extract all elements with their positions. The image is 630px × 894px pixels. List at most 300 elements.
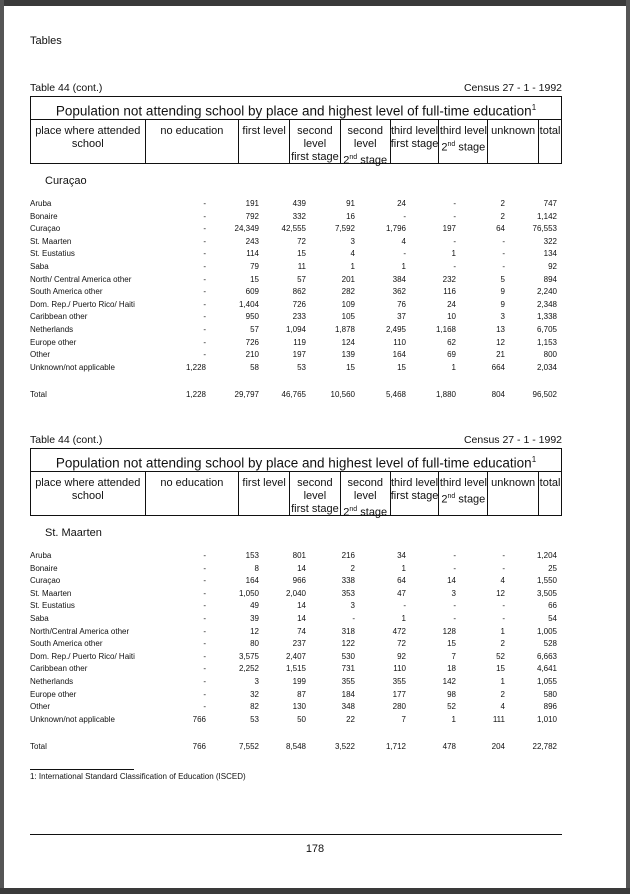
cell-value: 199 (292, 676, 306, 686)
row-label: Unknown/not applicable (30, 714, 115, 724)
total-value: 29,797 (234, 390, 259, 399)
column-header-line: first stage (390, 490, 439, 502)
cell-value: 2 (350, 563, 355, 573)
table-row (30, 312, 562, 325)
row-label: North/Central America other (30, 626, 130, 636)
column-header-line: level (303, 138, 327, 150)
cell-value: 1,050 (238, 588, 259, 598)
cell-value: 2,348 (536, 299, 557, 309)
column-header-line: level (353, 138, 377, 150)
cell-value: 1 (451, 249, 456, 259)
cell-value: - (453, 199, 456, 208)
column-header-line: third level (391, 125, 439, 137)
cell-value: 384 (392, 274, 406, 284)
cell-value: 232 (442, 274, 456, 284)
cell-value: 282 (341, 287, 355, 297)
row-label: Other (30, 702, 51, 712)
cell-value: - (502, 551, 505, 560)
total-value: 766 (192, 742, 206, 751)
cell-value: - (203, 324, 206, 334)
column-header-line: total (539, 125, 561, 137)
cell-value: 130 (292, 702, 306, 712)
footnote: 1: International Standard Classification of Education (ISCED) (30, 772, 246, 781)
cell-value: 72 (397, 639, 406, 649)
footnote-marker: 1 (531, 103, 537, 112)
cell-value: 1,204 (536, 551, 557, 560)
cell-value: - (203, 350, 206, 360)
cell-value: 57 (250, 324, 259, 334)
cell-value: - (203, 287, 206, 297)
table-row (30, 237, 562, 250)
cell-value: - (502, 261, 505, 271)
table-row (30, 627, 562, 640)
cell-value: 1,153 (536, 337, 557, 347)
row-label: Unknown/not applicable (30, 362, 115, 372)
cell-value: 50 (297, 714, 306, 724)
column-header-line: third level (439, 125, 487, 137)
table-title (31, 97, 561, 120)
cell-value: 24 (447, 299, 456, 309)
cell-value: 362 (392, 287, 406, 297)
total-value: 204 (491, 742, 505, 751)
cell-value: 2 (500, 199, 505, 208)
cell-value: 69 (447, 350, 456, 360)
column-header-line: school (71, 138, 104, 150)
cell-value: - (502, 563, 505, 573)
row-label: St. Maarten (30, 588, 72, 598)
table-caption: Table 44 (cont.) (30, 434, 103, 446)
cell-value: 1,338 (536, 312, 557, 322)
cell-value: 4 (500, 702, 505, 712)
table-row (30, 275, 562, 288)
cell-value: 164 (245, 576, 259, 586)
row-label: Netherlands (30, 324, 74, 334)
cell-value: 52 (447, 702, 456, 712)
cell-value: 80 (250, 639, 259, 649)
column-header-line: third level (439, 477, 487, 489)
column-header (488, 120, 539, 163)
total-value: 1,228 (185, 390, 206, 399)
cell-value: 1 (401, 613, 406, 623)
cell-value: 197 (292, 350, 306, 360)
cell-value: 15 (447, 639, 456, 649)
cell-value: 1,142 (536, 211, 557, 221)
table-caption: Table 44 (cont.) (30, 82, 103, 94)
table-row (30, 677, 562, 690)
cell-value: 119 (293, 337, 306, 347)
cell-value: 1 (451, 714, 456, 724)
row-label: Aruba (30, 551, 52, 560)
cell-value: 472 (392, 626, 406, 636)
cell-value: 9 (500, 299, 505, 309)
cell-value: 1,878 (334, 324, 355, 334)
cell-value: - (203, 199, 206, 208)
cell-value: 726 (245, 337, 259, 347)
cell-value: - (453, 601, 456, 611)
column-header (31, 472, 146, 515)
column-header-line: second (347, 477, 383, 489)
column-header (239, 472, 290, 515)
row-label: South America other (30, 639, 103, 649)
cell-value: 184 (341, 689, 355, 699)
ordinal-number: 2 (441, 493, 448, 506)
cell-value: 24 (397, 199, 406, 208)
cell-value: - (203, 236, 206, 246)
cell-value: 338 (341, 576, 355, 586)
row-label: Europe other (30, 689, 77, 699)
cell-value: 49 (250, 601, 259, 611)
table-row (30, 614, 562, 627)
bottom-rule (30, 834, 562, 835)
column-header (439, 472, 488, 515)
cell-value: 39 (250, 613, 259, 623)
cell-value: 530 (341, 651, 355, 661)
cell-value: 37 (397, 312, 406, 322)
cell-value: 1,055 (536, 676, 557, 686)
table-row (30, 652, 562, 665)
cell-value: 191 (245, 199, 259, 208)
cell-value: 12 (250, 626, 259, 636)
row-label: Netherlands (30, 676, 74, 686)
cell-value: 800 (543, 350, 557, 360)
total-value: 7,552 (238, 742, 259, 751)
cell-value: 22 (346, 714, 355, 724)
ordinal-rest: stage (357, 154, 388, 167)
cell-value: 177 (392, 689, 406, 699)
cell-value: 1 (500, 626, 505, 636)
cell-value: - (203, 664, 206, 674)
column-header-line: total (539, 477, 561, 489)
cell-value: 355 (392, 676, 406, 686)
cell-value: 894 (543, 274, 557, 284)
cell-value: 2,034 (536, 362, 557, 372)
cell-value: 54 (548, 613, 557, 623)
cell-value: 25 (548, 563, 557, 573)
cell-value: 16 (346, 211, 355, 221)
column-header-ordinal (341, 151, 390, 168)
ordinal-rest: stage (357, 506, 388, 519)
column-header (146, 472, 240, 515)
cell-value: 1 (401, 563, 406, 573)
cell-value: 355 (341, 676, 355, 686)
cell-value: - (203, 261, 206, 271)
cell-value: 237 (292, 639, 306, 649)
row-label: Dom. Rep./ Puerto Rico/ Haiti (30, 651, 135, 661)
cell-value: 114 (246, 249, 259, 259)
cell-value: - (203, 249, 206, 259)
region-heading: Curaçao (45, 175, 87, 187)
cell-value: 2,240 (536, 287, 557, 297)
column-header (290, 120, 341, 163)
cell-value: 3 (451, 588, 456, 598)
ordinal-number: 2 (343, 506, 350, 519)
cell-value: 439 (292, 199, 306, 208)
cell-value: 139 (341, 350, 355, 360)
column-header (146, 120, 240, 163)
cell-value: 201 (341, 274, 355, 284)
cell-value: 62 (447, 337, 456, 347)
cell-value: - (203, 299, 206, 309)
cell-value: 14 (297, 613, 306, 623)
region-heading: St. Maarten (45, 527, 102, 539)
cell-value: - (453, 236, 456, 246)
column-header-line: level (303, 490, 327, 502)
table-row (30, 325, 562, 338)
cell-value: - (203, 337, 206, 347)
column-header-line: second (297, 477, 333, 489)
table-title-text: Population not attending school by place and highest level of full-time education (55, 455, 532, 471)
cell-value: 766 (192, 714, 206, 724)
cell-value: 1,550 (536, 576, 557, 586)
cell-value: 124 (341, 337, 355, 347)
cell-value: - (453, 563, 456, 573)
cell-value: 318 (341, 626, 355, 636)
cell-value: 6,705 (536, 324, 557, 334)
total-row (30, 742, 562, 754)
cell-value: 726 (292, 299, 306, 309)
ordinal-number: 2 (441, 141, 448, 154)
cell-value: 34 (397, 551, 406, 560)
cell-value: 3 (254, 676, 259, 686)
row-label: Dom. Rep./ Puerto Rico/ Haiti (30, 299, 135, 309)
cell-value: 243 (245, 236, 259, 246)
row-label: Aruba (30, 199, 52, 208)
cell-value: 11 (297, 261, 306, 271)
cell-value: - (502, 249, 505, 259)
cell-value: 2,495 (385, 324, 406, 334)
footnote-rule (30, 769, 134, 770)
cell-value: - (453, 261, 456, 271)
cell-value: 53 (250, 714, 259, 724)
column-header-line: second (347, 125, 383, 137)
cell-value: 7 (401, 714, 406, 724)
cell-value: - (502, 601, 505, 611)
cell-value: 128 (442, 626, 456, 636)
table-row (30, 639, 562, 652)
cell-value: 82 (250, 702, 259, 712)
column-header-line: second (297, 125, 333, 137)
cell-value: 1 (401, 261, 406, 271)
cell-value: 14 (447, 576, 456, 586)
row-label: St. Eustatius (30, 601, 75, 611)
cell-value: 792 (245, 211, 259, 221)
row-label: St. Maarten (30, 236, 72, 246)
cell-value: 1,005 (536, 626, 557, 636)
cell-value: 66 (548, 601, 557, 611)
cell-value: 2,252 (238, 664, 259, 674)
cell-value: - (453, 613, 456, 623)
cell-value: 966 (292, 576, 306, 586)
column-header (341, 120, 391, 167)
cell-value: 21 (496, 350, 505, 360)
page-number: 178 (305, 843, 325, 855)
cell-value: - (203, 689, 206, 699)
total-value: 1,880 (435, 390, 456, 399)
table-row (30, 249, 562, 262)
column-header-ordinal (341, 503, 390, 520)
cell-value: 7,592 (334, 224, 355, 234)
cell-value: 142 (442, 676, 456, 686)
cell-value: 664 (491, 362, 505, 372)
cell-value: - (403, 249, 406, 259)
column-header-line: first level (242, 125, 286, 137)
cell-value: 15 (250, 274, 259, 284)
cell-value: - (203, 274, 206, 284)
cell-value: 5 (500, 274, 505, 284)
cell-value: 1 (500, 676, 505, 686)
row-label: Caribbean other (30, 664, 88, 674)
cell-value: - (352, 613, 355, 623)
ordinal-rest: stage (455, 141, 486, 154)
total-value: 46,765 (281, 390, 306, 399)
cell-value: 32 (250, 689, 259, 699)
cell-value: 1,168 (435, 324, 456, 334)
cell-value: 14 (297, 601, 306, 611)
cell-value: 92 (548, 261, 557, 271)
caption-row (30, 82, 562, 96)
column-header (239, 120, 290, 163)
cell-value: 105 (341, 312, 355, 322)
row-label: Caribbean other (30, 312, 88, 322)
column-header (31, 120, 146, 163)
scan-border-bottom (0, 888, 630, 894)
scan-border-left (0, 0, 4, 894)
caption-row (30, 434, 562, 448)
cell-value: 164 (392, 350, 406, 360)
table-header (30, 96, 562, 167)
column-header-line: first stage (390, 138, 439, 150)
cell-value: 1,404 (238, 299, 259, 309)
cell-value: 1,228 (185, 362, 206, 372)
table-row (30, 224, 562, 237)
cell-value: - (203, 551, 206, 560)
column-header (341, 472, 391, 519)
cell-value: - (403, 601, 406, 611)
row-label: St. Eustatius (30, 249, 75, 259)
total-label: Total (30, 742, 47, 751)
cell-value: 197 (442, 224, 456, 234)
column-header-line: first stage (291, 503, 339, 515)
cell-value: 14 (297, 563, 306, 573)
cell-value: 8 (254, 563, 259, 573)
cell-value: 57 (297, 274, 306, 284)
cell-value: 580 (543, 689, 557, 699)
cell-value: 731 (341, 664, 355, 674)
cell-value: 353 (341, 588, 355, 598)
table-header-block (30, 82, 562, 167)
cell-value: 76,553 (532, 224, 557, 234)
cell-value: - (502, 236, 505, 246)
cell-value: - (203, 626, 206, 636)
cell-value: 216 (341, 551, 355, 560)
column-header (539, 120, 561, 163)
cell-value: - (203, 576, 206, 586)
cell-value: 3 (500, 312, 505, 322)
table-row (30, 551, 562, 564)
row-label: Other (30, 350, 51, 360)
cell-value: 122 (341, 639, 355, 649)
cell-value: 10 (447, 312, 456, 322)
cell-value: 58 (250, 362, 259, 372)
cell-value: 3,575 (238, 651, 259, 661)
cell-value: 153 (245, 551, 259, 560)
row-label: Europe other (30, 337, 77, 347)
ordinal-suffix: nd (349, 154, 358, 161)
cell-value: - (203, 224, 206, 234)
cell-value: - (203, 702, 206, 712)
cell-value: 6,663 (536, 651, 557, 661)
cell-value: 52 (496, 651, 505, 661)
total-value: 5,468 (385, 390, 406, 399)
table-row (30, 338, 562, 351)
cell-value: - (203, 563, 206, 573)
cell-value: 862 (292, 287, 306, 297)
cell-value: - (203, 651, 206, 661)
cell-value: 322 (543, 236, 557, 246)
census-date: Census 27 - 1 - 1992 (463, 434, 562, 446)
cell-value: 348 (341, 702, 355, 712)
column-header-line: first level (242, 477, 286, 489)
table-row (30, 576, 562, 589)
cell-value: - (502, 613, 505, 623)
cell-value: - (203, 676, 206, 686)
table-title-text: Population not attending school by place and highest level of full-time education (55, 103, 532, 119)
cell-value: 4,641 (536, 664, 557, 674)
ordinal-number: 2 (343, 154, 350, 167)
total-value: 8,548 (285, 742, 306, 751)
column-header (488, 472, 539, 515)
table-row (30, 350, 562, 363)
cell-value: 111 (492, 714, 505, 724)
cell-value: 15 (496, 664, 505, 674)
cell-value: 91 (346, 199, 355, 208)
table-header-block (30, 434, 562, 519)
table-row (30, 300, 562, 313)
cell-value: 2 (500, 211, 505, 221)
cell-value: 42,555 (281, 224, 306, 234)
cell-value: 109 (341, 299, 355, 309)
table-row (30, 262, 562, 275)
cell-value: 2,407 (285, 651, 306, 661)
cell-value: 3 (350, 601, 355, 611)
census-date: Census 27 - 1 - 1992 (463, 82, 562, 94)
data-rows (30, 551, 562, 727)
cell-value: 12 (496, 588, 505, 598)
column-header-line: first stage (291, 151, 339, 163)
cell-value: 64 (496, 224, 505, 234)
cell-value: 2,040 (285, 588, 306, 598)
column-header (290, 472, 341, 515)
row-label: Curaçao (30, 224, 61, 234)
cell-value: 233 (292, 312, 306, 322)
cell-value: - (203, 211, 206, 221)
cell-value: 134 (543, 249, 557, 259)
cell-value: 1 (451, 362, 456, 372)
cell-value: - (203, 639, 206, 649)
cell-value: 280 (392, 702, 406, 712)
column-header-line: place where attended (35, 477, 141, 489)
table-row (30, 589, 562, 602)
total-value: 804 (491, 390, 505, 399)
cell-value: 3 (350, 236, 355, 246)
cell-value: 896 (543, 702, 557, 712)
cell-value: 110 (393, 337, 406, 347)
cell-value: 609 (245, 287, 259, 297)
cell-value: 24,349 (234, 224, 259, 234)
cell-value: 4 (350, 249, 355, 259)
total-row (30, 390, 562, 402)
cell-value: 7 (451, 651, 456, 661)
